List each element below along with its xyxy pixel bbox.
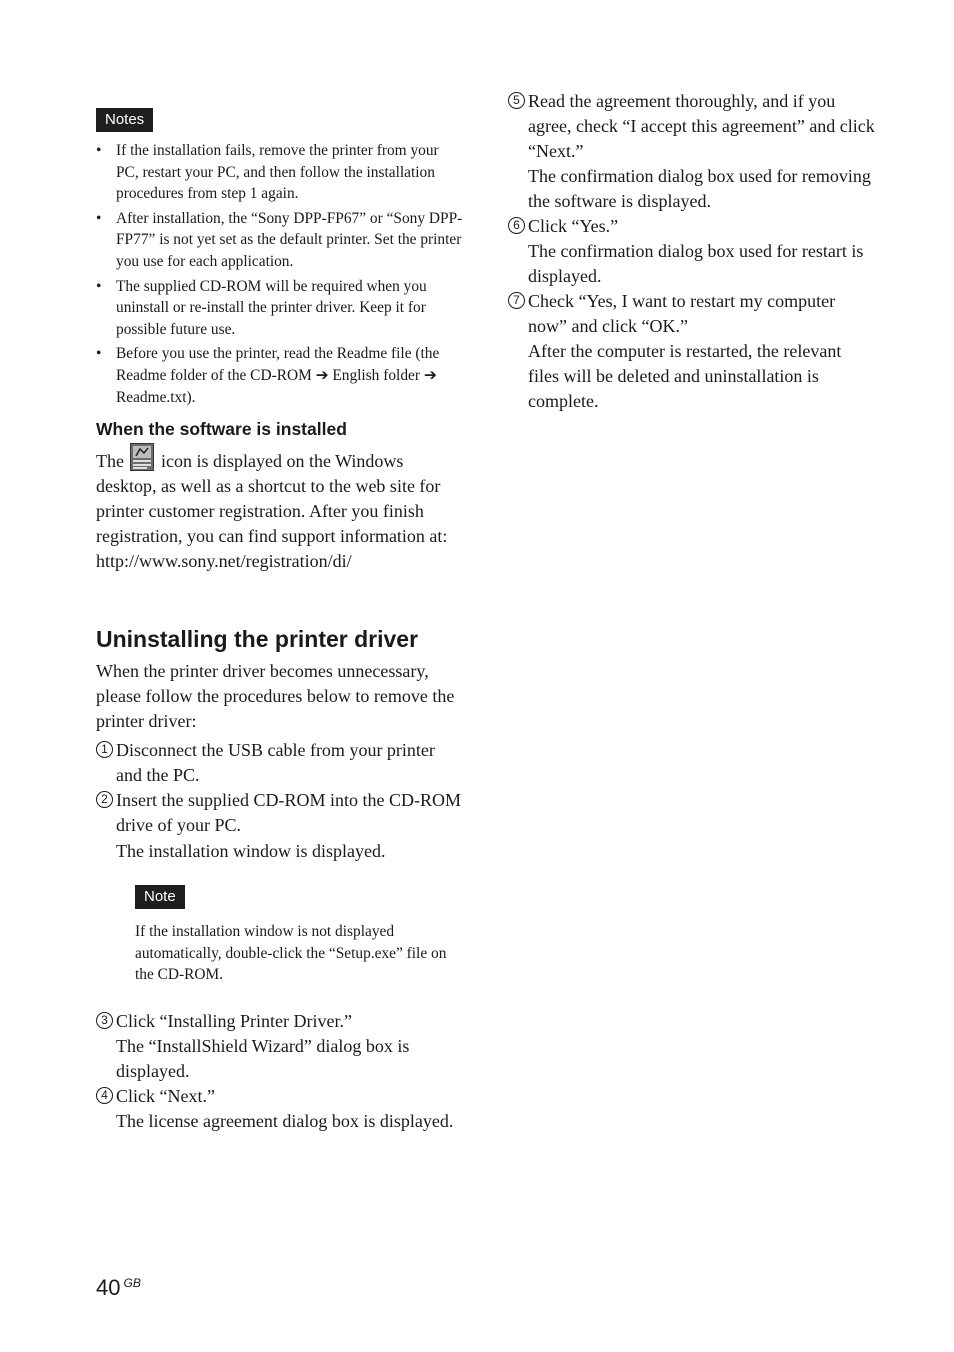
list-item: • If the installation fails, remove the printer from your PC, restart your PC, and then follow the installation procedures from step 1 again. (96, 142, 439, 203)
customer-registration-icon (130, 443, 154, 471)
installed-heading: When the software is installed (96, 419, 347, 440)
bullet-icon: • (96, 142, 102, 159)
install-note (135, 885, 467, 986)
step-number-icon: 3 (96, 1012, 113, 1029)
step-2: 2 Insert the supplied CD-ROM into the CD-ROM drive of your PC. The installation window is displayed. (96, 788, 464, 864)
step-4: 4 Click “Next.” The license agreement dialog box is displayed. (96, 1084, 464, 1134)
uninstall-intro: When the printer driver becomes unnecessary, please follow the procedures below to remove the printer driver: (96, 661, 455, 732)
list-item: • Before you use the printer, read the Readme file (the Readme folder of the CD-ROM ➔ English folder ➔ Readme.txt). (96, 345, 440, 406)
step-7: 7 Check “Yes, I want to restart my computer now” and click “OK.” After the computer is restarted, the relevant files will be deleted and uninstallation is complete. (508, 289, 876, 414)
left-column (96, 108, 464, 1134)
step-number-icon: 5 (508, 92, 525, 109)
section-title: Uninstalling the printer driver (96, 626, 419, 653)
list-item: • The supplied CD-ROM will be required when you uninstall or re-install the printer driver. Keep it for possible future use. (96, 277, 427, 338)
list-item: • After installation, the “Sony DPP-FP67” or “Sony DPP-FP77” is not yet set as the default printer. Set the printer you use for each application. (96, 209, 463, 270)
note-label: Note (135, 885, 185, 909)
page-number: 40 (96, 1275, 121, 1300)
step-number-icon: 2 (96, 791, 113, 808)
step-6: 6 Click “Yes.” The confirmation dialog box used for restart is displayed. (508, 214, 876, 289)
right-column (508, 89, 876, 414)
installed-paragraph: The icon is displayed on the Windows desktop, as well as a shortcut to the web site for printer customer registration. After you finish registration, you can find support information at: http://www.sony.net/registration/di/ (96, 443, 464, 574)
bullet-icon: • (96, 345, 102, 363)
step-1: 1 Disconnect the USB cable from your printer and the PC. (96, 738, 464, 788)
notes-label: Notes (96, 108, 153, 132)
region-code: GB (123, 1276, 141, 1290)
bullet-icon: • (96, 277, 102, 295)
note-text: If the installation window is not displayed automatically, double-click the “Setup.exe” file on the CD-ROM. (135, 923, 447, 984)
notes-list (96, 140, 464, 408)
step-3: 3 Click “Installing Printer Driver.” The “InstallShield Wizard” dialog box is displayed. (96, 1009, 464, 1084)
step-number-icon: 7 (508, 292, 525, 309)
step-5: 5 Read the agreement thoroughly, and if you agree, check “I accept this agreement” and click “Next.” The confirmation dialog box used for removing the software is displayed. (508, 89, 876, 214)
step-number-icon: 4 (96, 1087, 113, 1104)
step-number-icon: 1 (96, 741, 113, 758)
page-footer (96, 1275, 141, 1301)
step-number-icon: 6 (508, 217, 525, 234)
bullet-icon: • (96, 209, 102, 227)
